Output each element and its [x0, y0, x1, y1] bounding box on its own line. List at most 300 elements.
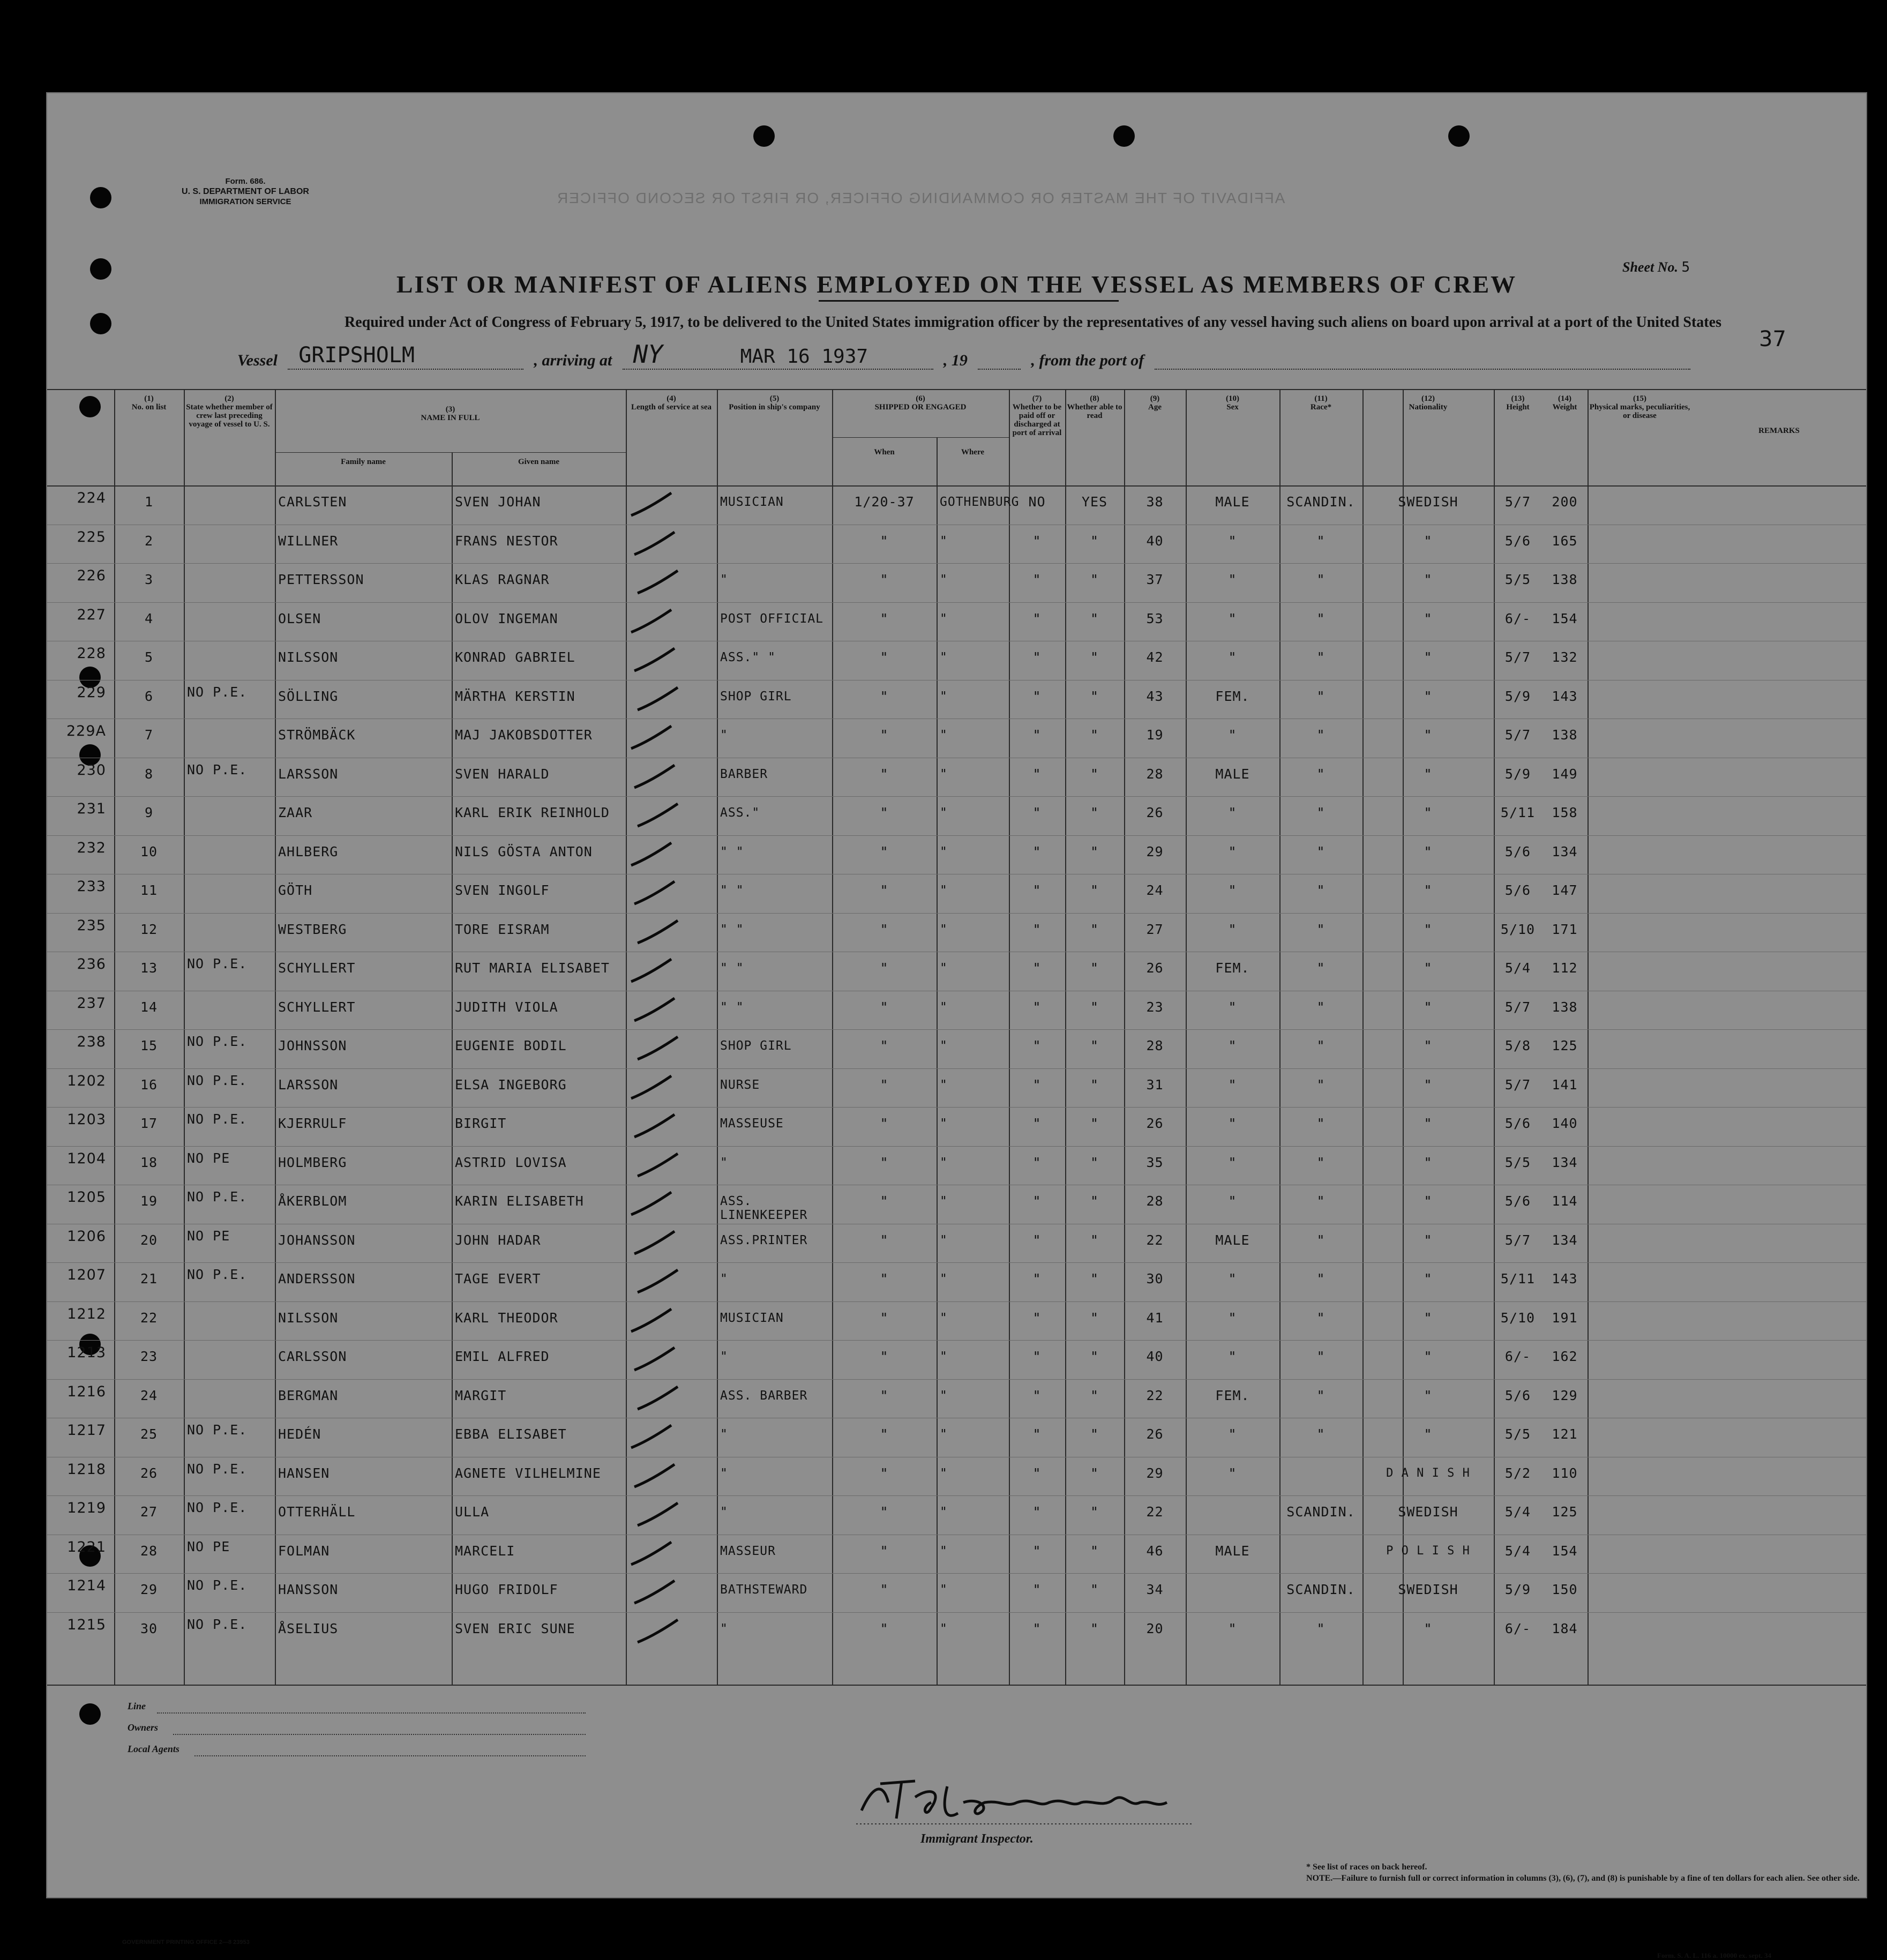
check-mark-icon — [628, 1305, 677, 1337]
cell-margin-number: 1202 — [67, 1072, 106, 1089]
owners-field — [173, 1733, 586, 1735]
cell-sex: " — [1228, 1116, 1237, 1131]
cell-family: AHLBERG — [278, 843, 339, 859]
cell-read: " — [1090, 882, 1099, 898]
cell-family: ÅSELIUS — [278, 1620, 339, 1636]
cell-position: POST OFFICIAL — [720, 611, 824, 626]
cell-nat: " — [1424, 649, 1433, 665]
cell-paid: " — [1032, 1232, 1042, 1248]
cell-where: " — [940, 767, 948, 781]
cell-paid: " — [1032, 766, 1042, 782]
form-identifier — [138, 176, 353, 207]
cell-no: 13 — [140, 960, 158, 976]
cell-nat: " — [1424, 1310, 1433, 1326]
table-row — [47, 1379, 1866, 1418]
cell-position: SHOP GIRL — [720, 689, 792, 704]
cell-prev: NO P.E. — [187, 1577, 248, 1593]
cell-position: ASS." " — [720, 650, 776, 664]
cell-read: " — [1090, 960, 1099, 976]
cell-height: 5/10 — [1500, 921, 1536, 937]
cell-weight: 191 — [1552, 1310, 1578, 1326]
table-row — [47, 1612, 1866, 1651]
cell-where: " — [940, 1544, 948, 1558]
cell-family: LARSSON — [278, 1076, 339, 1093]
cell-margin-number: 1205 — [67, 1189, 106, 1206]
cell-paid: " — [1032, 727, 1042, 743]
cell-nat: " — [1424, 921, 1433, 937]
cell-given: EUGENIE BODIL — [455, 1038, 567, 1053]
cell-height: 5/7 — [1504, 1232, 1531, 1248]
cell-height: 5/4 — [1504, 1543, 1531, 1559]
cell-when: " — [880, 1504, 889, 1520]
punch-hole — [1113, 125, 1135, 147]
check-mark-icon — [635, 916, 683, 948]
cell-age: 24 — [1146, 882, 1164, 898]
cell-sex: " — [1228, 649, 1237, 665]
cell-nat: " — [1424, 1232, 1433, 1248]
cell-paid: " — [1032, 921, 1042, 937]
cell-weight: 150 — [1552, 1582, 1578, 1597]
table-row — [47, 913, 1866, 952]
cell-read: " — [1090, 1465, 1099, 1481]
cell-given: KLAS RAGNAR — [455, 572, 550, 587]
cell-paid: " — [1032, 805, 1042, 820]
cell-sex: " — [1228, 1310, 1237, 1326]
cell-race: " — [1316, 805, 1326, 820]
cell-sex: " — [1228, 1426, 1237, 1442]
cell-where: " — [940, 1078, 948, 1092]
check-mark-icon — [635, 1149, 683, 1181]
cell-when: " — [880, 1193, 889, 1209]
cell-race: " — [1316, 1310, 1326, 1326]
column-header-c10: (10) Sex — [1226, 394, 1239, 412]
cell-read: " — [1090, 766, 1099, 782]
cell-position: " — [720, 573, 728, 587]
document-title: LIST OR MANIFEST OF ALIENS EMPLOYED ON THE VESSEL AS MEMBERS OF CREW — [396, 271, 1517, 298]
cell-sex: MALE — [1215, 494, 1250, 510]
cell-height: 5/6 — [1504, 882, 1531, 898]
column-header-c3b: Given name — [518, 458, 560, 466]
cell-given: EBBA ELISABET — [455, 1426, 567, 1442]
cell-margin-number: 1216 — [67, 1383, 106, 1400]
table-row — [47, 1301, 1866, 1341]
cell-nat: " — [1424, 1038, 1433, 1053]
check-mark-icon — [628, 839, 677, 871]
cell-sex: " — [1228, 1465, 1237, 1481]
cell-nat: " — [1424, 1271, 1433, 1286]
cell-paid: " — [1032, 1504, 1042, 1520]
cell-height: 6/- — [1504, 610, 1531, 626]
cell-height: 5/6 — [1504, 843, 1531, 859]
cell-margin-number: 1217 — [67, 1422, 106, 1439]
cell-read: " — [1090, 1038, 1099, 1053]
cell-no: 23 — [140, 1349, 158, 1364]
cell-paid: " — [1032, 999, 1042, 1015]
check-mark-icon — [628, 1421, 677, 1453]
cell-weight: 184 — [1552, 1620, 1578, 1636]
cell-where: " — [940, 806, 948, 820]
table-row — [47, 1495, 1866, 1535]
cell-weight: 158 — [1552, 805, 1578, 820]
cell-age: 19 — [1146, 727, 1164, 743]
cell-margin-number: 238 — [77, 1034, 106, 1050]
cell-prev: NO PE — [187, 1538, 230, 1554]
cell-given: MAJ JAKOBSDOTTER — [455, 727, 593, 743]
cell-height: 5/5 — [1504, 1154, 1531, 1170]
cell-read: " — [1090, 1193, 1099, 1209]
check-mark-icon — [632, 1460, 680, 1492]
column-header-c11: (11) Race* — [1310, 394, 1332, 412]
cell-paid: " — [1032, 1387, 1042, 1403]
cell-no: 29 — [140, 1582, 158, 1597]
table-row — [47, 1573, 1866, 1612]
cell-nat: " — [1424, 572, 1433, 587]
cell-where: " — [940, 844, 948, 859]
cell-read: " — [1090, 1076, 1099, 1093]
cell-family: SÖLLING — [278, 688, 339, 704]
table-bottom-border — [47, 1685, 1866, 1686]
cell-margin-number: 236 — [77, 956, 106, 972]
cell-height: 5/6 — [1504, 1387, 1531, 1403]
cell-paid: " — [1032, 1465, 1042, 1481]
cell-age: 34 — [1146, 1582, 1164, 1597]
cell-prev: NO P.E. — [187, 684, 248, 700]
cell-sex: FEM. — [1215, 1387, 1250, 1403]
cell-prev: NO P.E. — [187, 1461, 248, 1477]
cell-family: CARLSTEN — [278, 494, 347, 510]
cell-given: SVEN JOHAN — [455, 494, 541, 510]
column-header-c1: (1) No. on list — [131, 394, 167, 412]
cell-age: 41 — [1146, 1310, 1164, 1326]
cell-weight: 138 — [1552, 572, 1578, 587]
cell-family: NILSSON — [278, 649, 339, 665]
cell-given: JUDITH VIOLA — [455, 999, 558, 1015]
cell-where: " — [940, 1427, 948, 1441]
cell-age: 26 — [1146, 960, 1164, 976]
cell-family: OTTERHÄLL — [278, 1504, 356, 1520]
cell-margin-number: 1212 — [67, 1305, 106, 1322]
cell-height: 5/6 — [1504, 533, 1531, 549]
cell-paid: " — [1032, 649, 1042, 665]
cell-where: " — [940, 961, 948, 975]
cell-margin-number: 237 — [77, 994, 106, 1012]
penalty-note: NOTE.—Failure to furnish full or correct information in columns (3), (6), (7), and (8) is punishable by a fine of ten dollars for each alien. See other side. — [1306, 1874, 1860, 1883]
table-row — [47, 758, 1866, 797]
cell-age: 23 — [1146, 999, 1164, 1015]
check-mark-icon — [635, 683, 683, 715]
race-note: * See list of races on back hereof. — [1306, 1862, 1427, 1872]
cell-when: " — [880, 766, 889, 782]
cell-margin-number: 1214 — [67, 1577, 106, 1594]
owners-label: Owners — [128, 1722, 159, 1733]
cell-given: MÄRTHA KERSTIN — [455, 688, 575, 704]
cell-margin-number: 232 — [77, 839, 106, 856]
cell-when: " — [880, 1310, 889, 1326]
cell-race: " — [1316, 688, 1326, 704]
cell-sex: " — [1228, 1038, 1237, 1053]
cell-race: " — [1316, 533, 1326, 549]
column-header-c7: (7) Whether to be paid off or discharged at port of arrival — [1012, 394, 1062, 437]
cell-where: " — [940, 650, 948, 664]
cell-nat: " — [1424, 1387, 1433, 1403]
cell-position: ASS.PRINTER — [720, 1233, 808, 1247]
cell-margin-number: 1218 — [67, 1461, 106, 1478]
cell-race: SCANDIN. — [1286, 494, 1356, 510]
cell-race: " — [1316, 1620, 1326, 1636]
cell-when: " — [880, 921, 889, 937]
cell-position: " — [720, 1155, 728, 1170]
cell-when: " — [880, 1154, 889, 1170]
cell-no: 11 — [140, 882, 158, 898]
cell-sex: " — [1228, 1271, 1237, 1286]
cell-weight: 140 — [1552, 1116, 1578, 1131]
cell-no: 22 — [140, 1310, 158, 1326]
table-row — [47, 1029, 1866, 1068]
arrival-date-stamp: MAR 16 1937 — [740, 346, 868, 368]
cell-age: 38 — [1146, 494, 1164, 510]
cell-sex: FEM. — [1215, 960, 1250, 976]
cell-nat: SWEDISH — [1398, 1504, 1458, 1520]
cell-given: SVEN HARALD — [455, 766, 550, 782]
cell-family: GÖTH — [278, 882, 313, 898]
cell-family: OLSEN — [278, 610, 321, 626]
cell-paid: " — [1032, 688, 1042, 704]
cell-height: 5/11 — [1500, 1271, 1536, 1286]
table-row — [47, 874, 1866, 913]
cell-paid: " — [1032, 1349, 1042, 1364]
cell-read: " — [1090, 1426, 1099, 1442]
cell-no: 9 — [144, 805, 154, 820]
cell-race: " — [1316, 1387, 1326, 1403]
cell-margin-number: 233 — [77, 878, 106, 895]
check-mark-icon — [628, 489, 677, 521]
cell-given: KARL THEODOR — [455, 1310, 558, 1326]
punch-hole — [1448, 125, 1470, 147]
table-row — [47, 1107, 1866, 1146]
column-header-c6a: When — [874, 448, 895, 457]
cell-family: ÅKERBLOM — [278, 1193, 347, 1209]
cell-nat: " — [1424, 1620, 1433, 1636]
table-row — [47, 991, 1866, 1030]
cell-when: " — [880, 727, 889, 743]
check-mark-icon — [628, 955, 677, 987]
table-row — [47, 1068, 1866, 1108]
cell-margin-number: 1219 — [67, 1500, 106, 1516]
cell-position: BATHSTEWARD — [720, 1583, 808, 1597]
column-header-c4: (4) Length of service at sea — [631, 394, 712, 412]
cell-race: " — [1316, 1038, 1326, 1053]
cell-prev: NO P.E. — [187, 956, 248, 971]
cell-paid: " — [1032, 843, 1042, 859]
cell-position: " — [720, 1427, 728, 1441]
vessel-label: Vessel — [237, 351, 278, 369]
cell-where: " — [940, 1621, 948, 1636]
cell-weight: 147 — [1552, 882, 1578, 898]
crew-table — [47, 389, 1866, 1686]
cell-paid: " — [1032, 1271, 1042, 1286]
table-row — [47, 525, 1866, 564]
cell-read: " — [1090, 1582, 1099, 1597]
cell-nat: " — [1424, 1154, 1433, 1170]
cell-when: " — [880, 533, 889, 549]
cell-nat: " — [1424, 805, 1433, 820]
cell-sex: " — [1228, 843, 1237, 859]
cell-read: " — [1090, 1271, 1099, 1286]
cell-family: FOLMAN — [278, 1543, 330, 1559]
cell-family: CARLSSON — [278, 1349, 347, 1364]
cell-age: 31 — [1146, 1076, 1164, 1093]
cell-paid: NO — [1028, 494, 1046, 510]
cell-paid: " — [1032, 610, 1042, 626]
cell-when: " — [880, 805, 889, 820]
table-row — [47, 796, 1866, 835]
cell-height: 5/9 — [1504, 688, 1531, 704]
cell-given: JOHN HADAR — [455, 1232, 541, 1248]
cell-read: " — [1090, 921, 1099, 937]
cell-race: " — [1316, 727, 1326, 743]
cell-when: " — [880, 1543, 889, 1559]
check-mark-icon — [632, 994, 680, 1026]
cell-age: 40 — [1146, 533, 1164, 549]
cell-position: MASSEUSE — [720, 1117, 784, 1131]
cell-nat: P O L I S H — [1386, 1544, 1470, 1558]
cell-when: " — [880, 1076, 889, 1093]
cell-age: 26 — [1146, 1116, 1164, 1131]
cell-prev: NO P.E. — [187, 1267, 248, 1282]
cell-height: 6/- — [1504, 1349, 1531, 1364]
cell-age: 27 — [1146, 921, 1164, 937]
arriving-label: , arriving at — [534, 351, 612, 369]
cell-given: TORE EISRAM — [455, 921, 550, 937]
cell-position: ASS. BARBER — [720, 1388, 808, 1403]
printer-imprint: GOVERNMENT PRINTING OFFICE 2—8 23953 — [122, 1939, 250, 1946]
cell-read: " — [1090, 1116, 1099, 1131]
cell-race: " — [1316, 882, 1326, 898]
vessel-line — [237, 340, 1690, 370]
department-name: U. S. DEPARTMENT OF LABOR — [182, 187, 309, 196]
cell-when: " — [880, 610, 889, 626]
punch-hole — [79, 1703, 101, 1725]
table-row — [47, 485, 1866, 525]
cell-no: 12 — [140, 921, 158, 937]
cell-age: 53 — [1146, 610, 1164, 626]
cell-margin-number: 225 — [77, 528, 106, 545]
cell-height: 5/7 — [1504, 727, 1531, 743]
table-row — [47, 1146, 1866, 1185]
cell-position: SHOP GIRL — [720, 1039, 792, 1053]
cell-age: 43 — [1146, 688, 1164, 704]
check-mark-icon — [635, 566, 683, 599]
cell-no: 15 — [140, 1038, 158, 1053]
cell-paid: " — [1032, 1582, 1042, 1597]
cell-weight: 162 — [1552, 1349, 1578, 1364]
column-header-c12: (12) Nationality — [1409, 394, 1448, 412]
cell-when: " — [880, 1620, 889, 1636]
cell-weight: 138 — [1552, 727, 1578, 743]
cell-where: " — [940, 1583, 948, 1597]
cell-no: 16 — [140, 1076, 158, 1093]
from-port-label: , from the port of — [1031, 351, 1144, 369]
cell-age: 22 — [1146, 1504, 1164, 1520]
cell-given: FRANS NESTOR — [455, 533, 558, 549]
check-mark-icon — [628, 1188, 677, 1220]
cell-margin-number: 1206 — [67, 1228, 106, 1245]
cell-given: BIRGIT — [455, 1116, 507, 1131]
cell-sex: " — [1228, 1349, 1237, 1364]
cell-when: " — [880, 1582, 889, 1597]
check-mark-icon — [632, 1227, 680, 1259]
table-row — [47, 602, 1866, 641]
cell-family: SCHYLLERT — [278, 999, 356, 1015]
cell-when: " — [880, 1116, 889, 1131]
cell-no: 14 — [140, 999, 158, 1015]
cell-when: " — [880, 1349, 889, 1364]
table-row — [47, 835, 1866, 874]
cell-weight: 134 — [1552, 1154, 1578, 1170]
cell-position: " " — [720, 884, 744, 897]
footnote — [1306, 1861, 1863, 1884]
cell-paid: " — [1032, 1116, 1042, 1131]
cell-when: " — [880, 999, 889, 1015]
inspector-label: Immigrant Inspector. — [920, 1832, 1034, 1846]
punch-hole — [753, 125, 775, 147]
cell-margin-number: 1215 — [67, 1616, 106, 1633]
column-header-c2: (2) State whether member of crew last preceding voyage of vessel to U. S. — [186, 394, 273, 429]
cell-prev: NO P.E. — [187, 1189, 248, 1205]
service-name: IMMIGRATION SERVICE — [199, 197, 291, 206]
cell-family: WESTBERG — [278, 921, 347, 937]
cell-given: KARIN ELISABETH — [455, 1193, 584, 1209]
cell-given: MARGIT — [455, 1387, 507, 1403]
cell-when: " — [880, 1038, 889, 1053]
form-code: Form. S. A. L. 116 a. 10000 ex. sept. 34 — [1657, 1951, 1772, 1959]
arriving-port: NY — [633, 340, 663, 369]
check-mark-icon — [635, 1499, 683, 1531]
title-underline — [819, 300, 1119, 302]
cell-margin-number: 1204 — [67, 1150, 106, 1167]
cell-read: " — [1090, 1154, 1099, 1170]
cell-age: 28 — [1146, 1038, 1164, 1053]
cell-family: ANDERSSON — [278, 1271, 356, 1286]
column-header-c8: (8) Whether able to read — [1067, 394, 1122, 420]
cell-sex: " — [1228, 1154, 1237, 1170]
cell-nat: " — [1424, 1193, 1433, 1209]
cell-nat: SWEDISH — [1398, 1582, 1458, 1597]
cell-where: " — [940, 1117, 948, 1131]
cell-position: ASS." — [720, 806, 760, 820]
cell-nat: " — [1424, 843, 1433, 859]
cell-margin-number: 1213 — [67, 1344, 106, 1361]
cell-race: " — [1316, 766, 1326, 782]
table-row — [47, 719, 1866, 758]
cell-race: " — [1316, 1426, 1326, 1442]
cell-height: 5/5 — [1504, 572, 1531, 587]
cell-position: MUSICIAN — [720, 495, 784, 509]
cell-age: 37 — [1146, 572, 1164, 587]
cell-nat: " — [1424, 882, 1433, 898]
cell-height: 5/4 — [1504, 960, 1531, 976]
check-mark-icon — [628, 605, 677, 638]
cell-read: " — [1090, 999, 1099, 1015]
cell-family: JOHANSSON — [278, 1232, 356, 1248]
year-field — [978, 353, 1021, 370]
cell-position: " — [720, 1621, 728, 1636]
cell-given: ULLA — [455, 1504, 490, 1520]
cell-given: RUT MARIA ELISABET — [455, 960, 610, 976]
shipped-subheader-line — [832, 437, 1009, 438]
cell-height: 5/8 — [1504, 1038, 1531, 1053]
cell-no: 26 — [140, 1465, 158, 1481]
